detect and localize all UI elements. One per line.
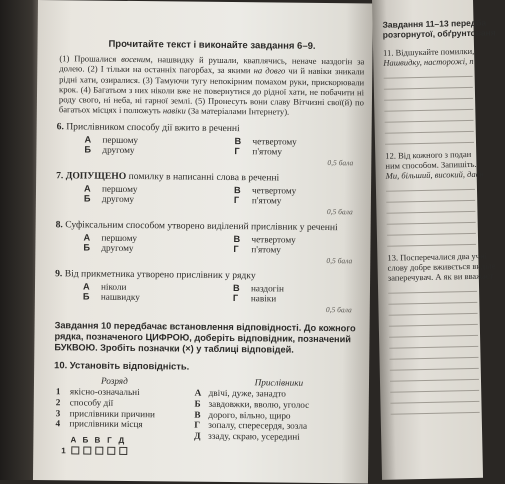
passage-seg-italic: восени	[121, 54, 145, 64]
grid-cell[interactable]	[71, 447, 79, 455]
task-title	[56, 219, 365, 233]
option-text: п'ятому	[251, 245, 281, 256]
left-item	[56, 418, 173, 430]
option-letter: Б	[84, 194, 93, 205]
item-number: 1	[56, 387, 65, 398]
task-text: Прислівником способу дії вжито в реченні	[66, 121, 240, 134]
option[interactable]	[83, 243, 233, 255]
option-letter: В	[233, 234, 242, 245]
rp-text: заперечувач. А як ви вважаєт	[388, 271, 479, 283]
item-text: завдовжки, вволю, уголос	[208, 399, 309, 411]
rp-text: ним способом. Запишіть.	[385, 159, 476, 171]
task-number: 8.	[56, 219, 63, 230]
option-letter: Г	[234, 146, 243, 157]
answer-options	[56, 183, 365, 207]
option[interactable]	[233, 293, 383, 305]
task-7	[56, 170, 365, 217]
option-text: ніколи	[101, 281, 127, 292]
option-text: першому	[102, 134, 138, 145]
task-text: Від прикметника утворено прислівник у рядку	[65, 268, 256, 281]
option-letter: А	[84, 134, 93, 145]
item-text: двічі, дуже, занадто	[209, 388, 286, 399]
passage-seg-italic: на довго	[254, 66, 286, 76]
option-letter: А	[84, 183, 93, 194]
item-letter: А	[195, 388, 204, 399]
option-text: четвертому	[251, 234, 295, 245]
passage-seg: (й) по багатьох місцях і полюжуть	[59, 97, 364, 115]
task-8	[55, 219, 364, 266]
rp-text: розгорнутої, обґрунтованя	[383, 28, 474, 40]
option[interactable]	[84, 145, 234, 157]
reading-passage	[57, 53, 367, 118]
task-number: 6.	[57, 121, 64, 132]
rp-text: Нашвидку, насторожі, п	[383, 56, 474, 68]
right-column	[194, 376, 363, 460]
score-label: 0,5 бала	[55, 252, 364, 266]
task-text: Суфіксальним способом утворено виділений прислівник у реченні	[65, 219, 338, 233]
answer-options	[55, 281, 364, 305]
option-text: першому	[102, 183, 138, 194]
option-text: п'ятому	[252, 147, 282, 158]
item-text: способу дії	[70, 397, 114, 408]
instr-text: ЦИФРОЮ	[145, 332, 189, 342]
option-text: другому	[101, 243, 133, 254]
item-text: якісно-означальні	[70, 387, 140, 398]
task-text-bold: ДОПУЩЕНО	[66, 170, 127, 182]
grid-cell[interactable]	[119, 447, 127, 455]
answer-options	[56, 134, 365, 158]
option[interactable]	[84, 194, 234, 206]
left-page	[33, 0, 373, 483]
item-letter: В	[194, 409, 203, 420]
option-letter: В	[233, 283, 242, 294]
grid-col-letter: А	[69, 435, 77, 446]
item-text: ззаду, скраю, усередині	[208, 431, 300, 443]
task-10-title: 10. Установіть відповідність.	[54, 359, 363, 373]
rp-text: Ми, більший, високий, давн	[386, 169, 477, 181]
item-text: зопалу, спересердя, зозла	[208, 420, 307, 432]
option-letter: В	[234, 185, 243, 196]
option-letter: А	[83, 232, 92, 243]
option-letter: Б	[84, 145, 93, 156]
grid-col-letter: Г	[105, 435, 113, 446]
item-number: 3	[56, 408, 65, 419]
section-header: Прочитайте текст і виконайте завдання 6–9.	[57, 38, 366, 52]
grid-row-number: 1	[61, 447, 67, 458]
passage-seg: (За матеріалами Інтернету).	[186, 106, 289, 117]
option-letter: В	[234, 136, 243, 147]
option[interactable]	[83, 292, 233, 304]
passage-seg: ись, неначе наздогін за долею. (2) І тільки на останніх пагорбах, за якими	[59, 55, 364, 75]
task-title	[56, 170, 365, 184]
option-letter: Г	[234, 195, 243, 206]
right-page	[372, 0, 483, 480]
score-label: 0,5 бала	[55, 301, 364, 315]
grid-row	[61, 447, 172, 459]
option-text: другому	[102, 145, 134, 156]
grid-cell[interactable]	[83, 447, 91, 455]
option-text: четвертому	[252, 136, 296, 147]
item-letter: Д	[194, 430, 203, 441]
answer-line[interactable]	[390, 402, 479, 415]
option-text: п'ятому	[252, 196, 282, 207]
grid-cell[interactable]	[107, 447, 115, 455]
option-text: першому	[101, 232, 137, 243]
grid-col-letter: Д	[117, 436, 125, 447]
option[interactable]	[234, 195, 384, 207]
option-letter: А	[83, 281, 92, 292]
passage-seg: чи й навіки зникали рідні хати, озиралися. (3) Тамуючи тугу непокірним помахом руки, прискорювали крок. (4) Багатьом з них ніколи вже не повернутися до рідної хати, не побачити ні роду свого, ні неба, ні гарної землі. (5) Пронесуть вони славу Вітчизні свої	[59, 66, 364, 107]
item-letter: Б	[194, 399, 203, 410]
rp-text: Завдання 11–13 передба	[382, 18, 473, 30]
task-title	[57, 121, 366, 135]
grid-col-letter: В	[93, 435, 101, 446]
instr-text: БУКВОЮ	[54, 342, 95, 352]
task-title	[55, 268, 364, 282]
answer-grid	[61, 435, 172, 458]
item-number: 2	[56, 397, 65, 408]
grid-col-letter: Б	[81, 435, 89, 446]
option-text: другому	[102, 194, 134, 205]
instr-text: . Зробіть позначки (×) у таблиці відповідей.	[95, 342, 294, 354]
left-column	[53, 375, 173, 458]
task-text: помилку в написанні слова в реченні	[126, 171, 279, 184]
matching-columns	[53, 375, 363, 460]
rp-text: слову добре вживється виділе	[388, 261, 479, 273]
option-text: четвертому	[252, 185, 296, 196]
option-letter: Б	[83, 243, 92, 254]
grid-cell[interactable]	[95, 447, 103, 455]
task-9	[55, 268, 364, 315]
item-letter: Г	[194, 420, 203, 431]
rp-text: 12. Від кожного з подан	[385, 149, 476, 161]
option-text: нашвидку	[101, 292, 140, 303]
left-column-head: Розряд	[56, 375, 173, 387]
instr-text: Завдання 10 передбачає встановлення відповідності. До кожного рядка, позначеного	[54, 320, 355, 342]
score-label: 0,5 бала	[56, 203, 365, 217]
rp-text: 13. Посперечалися два учні	[387, 251, 478, 263]
option[interactable]	[234, 146, 384, 158]
item-number: 4	[56, 418, 65, 429]
task-number: 7.	[56, 170, 63, 181]
item-text: прислівники причини	[70, 408, 155, 419]
option[interactable]	[233, 244, 383, 256]
right-item	[194, 430, 362, 442]
option-letter: Б	[83, 292, 92, 303]
right-column-head: Прислівники	[195, 376, 363, 388]
rp-text: 11. Відшукайте помилки,	[383, 46, 474, 58]
grid-header	[61, 435, 172, 447]
passage-seg: (1) Прошалися	[59, 53, 121, 64]
item-text: дорого, вільно, щиро	[208, 409, 290, 420]
answer-options	[55, 232, 364, 256]
task-number: 9.	[55, 268, 62, 279]
item-text: прислівники місця	[70, 419, 143, 430]
option-letter: Г	[233, 244, 242, 255]
task-10-instructions	[54, 320, 363, 356]
score-label: 0,5 бала	[56, 154, 365, 168]
passage-seg-italic: навіки	[163, 106, 186, 116]
task-6	[56, 121, 365, 168]
option-text: наздогін	[251, 283, 284, 294]
passage-seg: м, нашвидку й рушали, квапляч	[145, 54, 272, 65]
option-text: навіки	[251, 294, 276, 305]
option-letter: Г	[233, 293, 242, 304]
instr-text: , доберіть відповідник, позначений	[189, 332, 351, 344]
